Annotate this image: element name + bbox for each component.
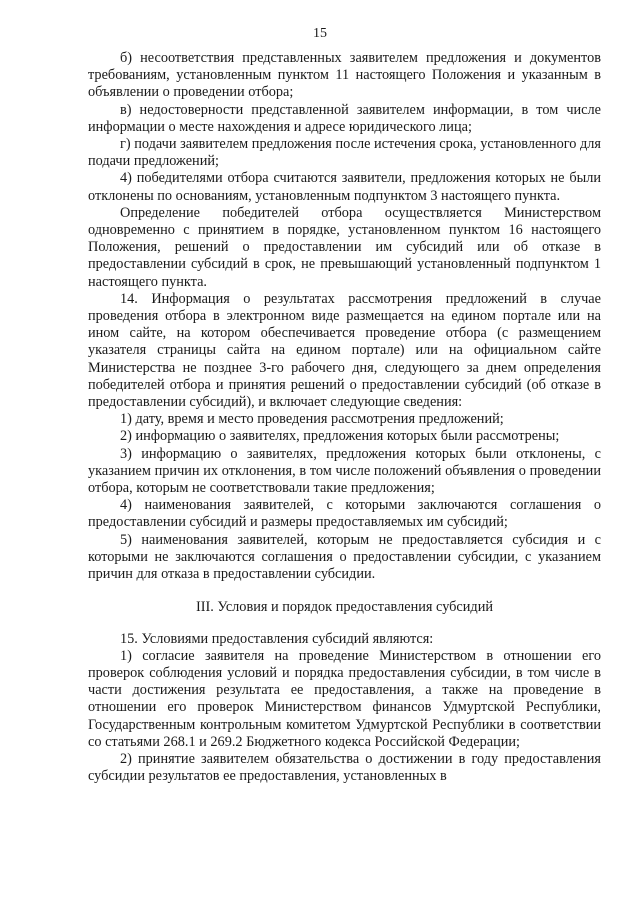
list-item-1-date: 1) дату, время и место проведения рассмотрения предложений; — [120, 411, 504, 428]
list-item-4-agreements: 4) наименования заявителей, с которыми заключаются соглашения о предоставлении субсидий и размеры предоставляемых им субсидий; — [88, 497, 601, 531]
section-heading: III. Условия и порядок предоставления субсидий — [195, 599, 494, 616]
page-number: 15 — [313, 26, 327, 41]
paragraph-winners-determination: Определение победителей отбора осуществляется Министерством одновременно с принятием в порядке, установленном пунктом 16 настоящего Положения, решений о предоставлении им субсидий или об отказе в предоставлении субсидий в срок, не превышающий установленный подпунктом 1 настоящего пункта. — [88, 204, 601, 290]
condition-2-obligation: 2) принятие заявителем обязательства о достижении в году предоставления субсидии результатов ее предоставления, установленных в — [88, 750, 601, 785]
paragraph-15-conditions: 15. Условиями предоставления субсидий являются: — [120, 630, 434, 647]
condition-1-consent: 1) согласие заявителя на проведение Министерством в отношении его проверок соблюдения условий и порядка предоставления субсидии, в том числе в части достижения результата ее предоставления, а также на проведение в отношении его проверок Министерством финансов Удмуртской Республики, Государственным контрольным комитетом Удмуртской Республики в соответствии со статьями 268.1 и 269.2 Бюджетного кодекса Российской Федерации; — [88, 647, 601, 750]
paragraph-b-inconsistency: б) несоответствия представленных заявителем предложения и документов требованиям, установленным пунктом 11 настоящего Положения и указанным в объявлении о проведении отбора; — [88, 50, 601, 101]
list-item-5-refusals: 5) наименования заявителей, которым не предоставляется субсидия и с которыми не заключаются соглашения о предоставлении субсидии, с указанием причин для отказа в предоставлении субсидии. — [88, 531, 601, 583]
list-item-3-applicants-rejected: 3) информацию о заявителях, предложения которых были отклонены, с указанием причин их отклонения, в том числе положений объявления о проведении отбора, которым не соответствовали такие предложения; — [88, 445, 601, 497]
paragraph-v-unreliability: в) недостоверности представленной заявителем информации, в том числе информации о месте нахождения и адресе юридического лица; — [88, 101, 601, 135]
list-item-2-applicants-reviewed: 2) информацию о заявителях, предложения которых были рассмотрены; — [120, 428, 560, 445]
paragraph-4-winners: 4) победителями отбора считаются заявители, предложения которых не были отклонены по основаниям, установленным подпунктом 3 настоящего пункта. — [88, 170, 601, 204]
paragraph-14-results-info: 14. Информация о результатах рассмотрения предложений в случае проведения отбора в электронном виде размещается на едином портале или на ином сайте, на котором обеспечивается проведение отбора (с размещением указателя страницы сайта на едином портале) или на официальном сайте Министерства не позднее 3-го рабочего дня, следующего за днем определения победителей отбора и принятия решений о предоставлении субсидий (об отказе в предоставлении субсидий), и включает следующие сведения: — [88, 290, 601, 411]
document-body — [88, 50, 601, 785]
paragraph-g-late-submission: г) подачи заявителем предложения после истечения срока, установленного для подачи предложений; — [88, 136, 601, 170]
